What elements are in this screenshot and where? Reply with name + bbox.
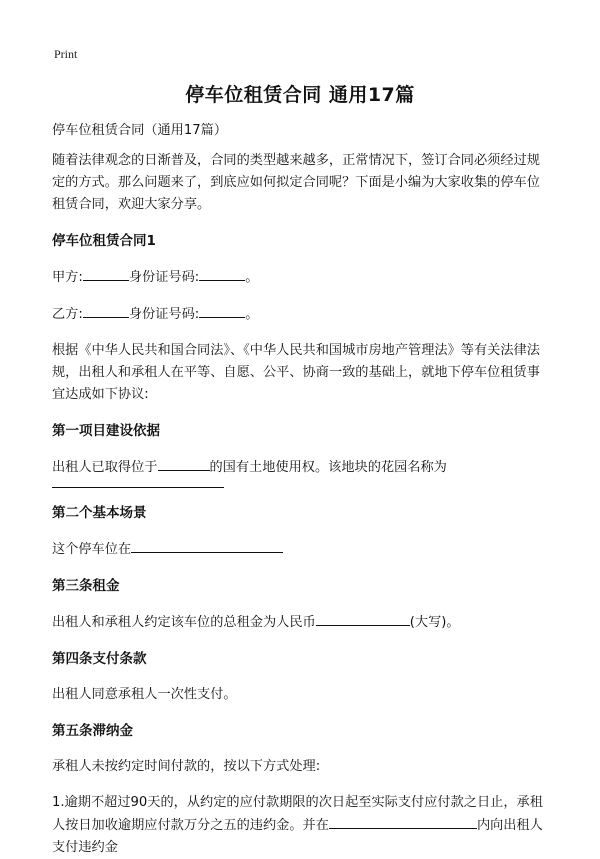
party-a-line bbox=[52, 266, 552, 289]
article3-amount-blank bbox=[316, 611, 410, 626]
party-a-id-label: 身份证号码: bbox=[128, 270, 200, 285]
party-a-name-blank bbox=[83, 266, 129, 281]
article5-item1-after: 内向出租人支付违约金 bbox=[52, 818, 543, 855]
article3-text-after: (大写)。 bbox=[409, 615, 460, 630]
article5-deadline-blank bbox=[329, 814, 477, 829]
article5-item1-before: 1.逾期不超过90天的，从约定的应付款期限的次日起至实际支付应付款之日止，承租人按日加收逾期应付款万分之五的违约金。并在 bbox=[52, 795, 543, 833]
party-b-name-blank bbox=[83, 303, 129, 318]
article1-text-before: 出租人已取得位于 bbox=[52, 460, 158, 475]
party-a-label: 甲方: bbox=[52, 270, 83, 285]
article1-text-after: 的国有土地使用权。该地块的花园名称为 bbox=[209, 460, 447, 475]
article5-text: 承租人未按约定时间付款的，按以下方式处理: bbox=[52, 759, 321, 774]
section-heading: 停车位租赁合同1 bbox=[52, 233, 156, 249]
article5-heading: 第五条滞纳金 bbox=[52, 723, 133, 739]
party-b-id-label: 身份证号码: bbox=[128, 307, 200, 322]
document-subtitle: 停车位租赁合同（通用17篇） bbox=[52, 123, 228, 138]
party-b-id-blank bbox=[199, 303, 245, 318]
article1-text bbox=[52, 456, 552, 479]
article1-heading: 第一项目建设依据 bbox=[52, 423, 160, 439]
basis-paragraph: 根据《中华人民共和国合同法》、《中华人民共和国城市房地产管理法》等有关法律法规，出租人和承租人在平等、自愿、公平、协商一致的基础上，就地下停车位租赁事宜达成如下协议: bbox=[52, 343, 540, 402]
article4-heading: 第四条支付条款 bbox=[52, 651, 147, 667]
article3-heading: 第三条租金 bbox=[52, 578, 120, 594]
document-title: 停车位租赁合同 通用17篇 bbox=[185, 84, 415, 106]
article5-item1 bbox=[52, 792, 552, 859]
article2-heading: 第二个基本场景 bbox=[52, 505, 147, 521]
party-b-label: 乙方: bbox=[52, 307, 83, 322]
document-body bbox=[52, 120, 552, 859]
article1-garden-blank bbox=[52, 479, 224, 488]
article1-location-blank bbox=[158, 456, 210, 471]
print-link[interactable]: Print bbox=[54, 47, 78, 61]
article4-text: 出租人同意承租人一次性支付。 bbox=[52, 687, 237, 702]
article2-text-label: 这个停车位在 bbox=[52, 542, 132, 557]
party-b-line bbox=[52, 303, 552, 326]
article3-text bbox=[52, 611, 552, 634]
party-b-end: 。 bbox=[245, 307, 259, 322]
article2-location-blank bbox=[131, 538, 283, 553]
party-a-id-blank bbox=[199, 266, 245, 281]
article3-text-before: 出租人和承租人约定该车位的总租金为人民币 bbox=[52, 615, 316, 630]
intro-paragraph: 随着法律观念的日渐普及，合同的类型越来越多，正常情况下，签订合同必须经过规定的方式。那么问题来了，到底应如何拟定合同呢？下面是小编为大家收集的停车位租赁合同，欢迎大家分享。 bbox=[52, 153, 540, 212]
article2-text bbox=[52, 538, 552, 561]
party-a-end: 。 bbox=[245, 270, 259, 285]
